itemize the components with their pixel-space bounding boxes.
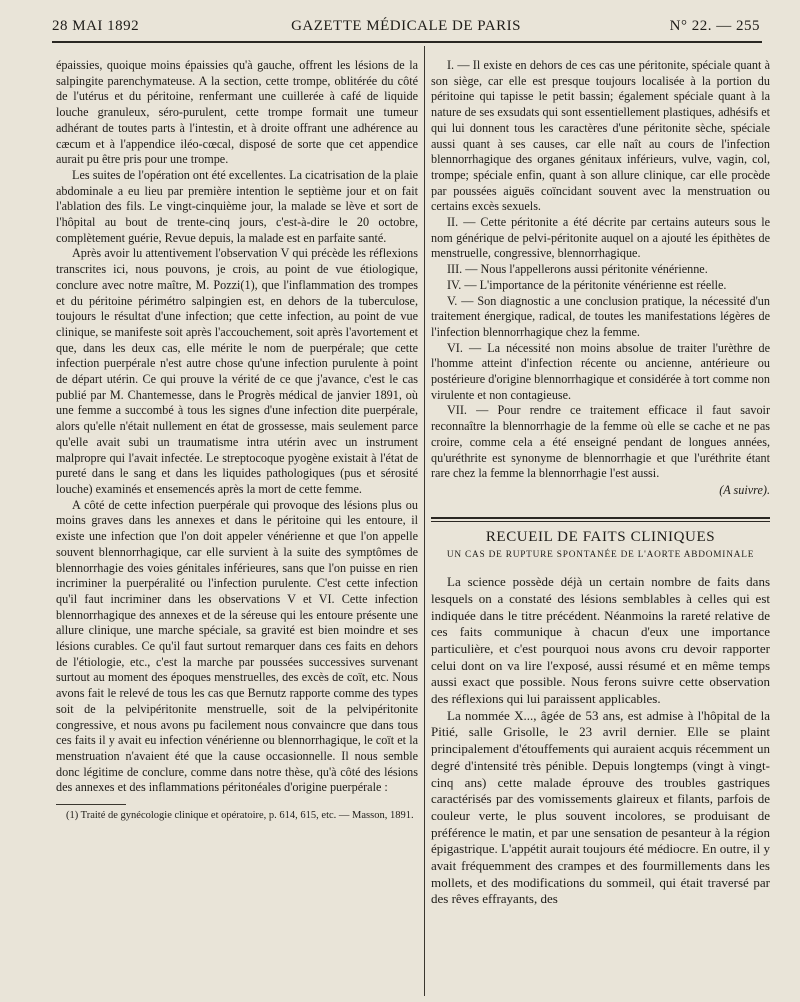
paragraph: Les suites de l'opération ont été excellentes. La cicatrisation de la plaie abdominale a eu lieu par première intention le septième jour et on fait l'ablation des fils. Le vingt-cinquième jour, la malade se lève et sort de l'hôpital au bout de trente-cinq jours, c'est-à-dire le 20 octobre, complètement guérie, Revue depuis, la malade est en parfaite santé. [56, 167, 418, 245]
footnote-rule [56, 804, 126, 805]
section-rule-thin [431, 521, 770, 522]
conclusion-item: III. — Nous l'appellerons aussi péritonite vénérienne. [447, 262, 708, 277]
conclusion-item: VII. — Pour rendre ce traitement efficace il faut savoir reconnaître la blennorrhagie de la femme où elle se cache et ne pas croire, comme cela a été enseigné pendant de longues années, qu'uréthrite est synonyme de blennorrhagie et que l'uréthrite étant rare chez la femme la blennorrhagie l'est aussi. [431, 403, 770, 481]
column-divider [424, 46, 425, 996]
footnote: (1) Traité de gynécologie clinique et opératoire, p. 614, 615, etc. — Masson, 1891. [66, 810, 414, 822]
header-rule [52, 41, 762, 43]
right-column [431, 58, 770, 908]
to-be-continued: (A suivre). [719, 482, 770, 497]
paragraph: La nommée X..., âgée de 53 ans, est admise à l'hôpital de la Pitié, salle Grisolle, le 23 avril dernier. Elle se plaint principalement d'étouffements qui auraient acquis récemment un degré d'intensité très pénible. Depuis longtemps (vingt à vingt-cinq ans) cette malade éprouve des troubles gastriques caractérisés par des vomissements glaireux et filants, parfois de couleur verte, le plus souvent incolores, se produisant de préférence le matin, et par une sensation de pesanteur à la région épigastrique. L'appétit aurait toujours été médiocre. En outre, il y avait fréquemment des crampes et des fourmillements dans les mollets, et des modifications du sommeil, qui était traversé par des rêves effrayants, des [431, 707, 770, 907]
paragraph: La science possède déjà un certain nombre de faits dans lesquels on a constaté des lésions semblables à celles qui est indiquée dans le titre précédent. Néanmoins la rareté relative de ces faits communique à chacun d'eux une importance particulière, et c'est pourquoi nous avons cru devoir rapporter celui dont on va lire l'exposé, aussi résumé et en même temps aussi exact que possible. Nous ferons suivre cette observation des réflexions qui lui paraissent applicables. [431, 574, 770, 707]
section-rule [431, 517, 770, 519]
left-column [56, 58, 418, 822]
conclusion-item: I. — Il existe en dehors de ces cas une péritonite, spéciale quant à son siège, car elle est presque toujours localisée à la portion du péritoine qui tapisse le petit bassin; également spéciale quant à la nature de ses exsudats qui sont essentiellement plastiques, adhésifs et qui lui donnent tous les caractères d'une péritonite sèche, spéciale aussi quant à ses causes, car elle naît au cours de l'infection blennorrhagique des organes génitaux inférieurs, vulve, vagin, col, trompe; spéciale enfin, quant à son allure clinique, car elle procède par poussées aiguës coïncidant souvent avec la menstruation ou certains excès sexuels. [431, 58, 770, 214]
conclusion-item: VI. — La nécessité non moins absolue de traiter l'urèthre de l'homme atteint d'infection récente ou ancienne, antérieure ou postérieure d'origine blennorrhagique et considérée à tort comme non virulente et non contagieuse. [431, 340, 770, 402]
conclusion-item: II. — Cette péritonite a été décrite par certains auteurs sous le nom générique de pelvi-péritonite auquel on a ajouté les épithètes de menstruelle, congressive, blennorrhagique. [431, 215, 770, 261]
section-title: RECUEIL DE FAITS CLINIQUES [485, 528, 716, 545]
page-header [52, 14, 760, 42]
paragraph: Après avoir lu attentivement l'observation V qui précède les réflexions transcrites ici, nous pouvons, je crois, au point de vue étiologique, conclure avec notre maître, M. Pozzi(1), que l'inflammation des trompes et du péritoine périmétro salpingien est, en dehors de la tuberculose, toujours le résultat d'une infection; que cette infection, au point de vue clinique, se manifeste soit après l'accouchement, soit après l'avortement et que, dans les deux cas, elle mérite le nom de puerpérale; que cette infection puerpérale n'est autre chose qu'une infection purulente à point de départ utérin. Ce qui prouve la vérité de ce que j'avance, c'est le cas publié par M. Chantemesse, dans le Progrès médical de janvier 1891, où une femme a succombé à tous les signes d'une infection dite puerpérale, alors qu'elle n'était nullement en état de grossesse, mais seulement parce qu'elle avait subi un traumatisme intra utérin avec un instrument malpropre qui l'avait infectée. Le streptocoque pyogène existait à l'état de pureté dans le sang et dans les liquides pathologiques (pus et sérosité louche) examinés et ensemencés après la mort de cette femme. [56, 246, 418, 496]
paragraph: A côté de cette infection puerpérale qui provoque des lésions plus ou moins graves dans les annexes et dans le péritoine qui les entoure, il existe une infection que l'on doit appeler vénérienne et que l'on appelle souvent blennorrhagique, car elle survient à la suite des symptômes de blennorrhagie des voies génitales inférieures, sans que l'on puisse en rien incriminer la puerpéralité ou l'infection purulente. C'est cette infection qu'il faut incriminer dans les observations V et VI. Cette infection blennorrhagique des annexes et de la séreuse qui les entoure présente une allure clinique, une marche spéciale, sa gravité est bien moindre et ses lésions curables. Ce qu'il faut surtout remarquer dans ces faits en dehors de l'étiologie, etc., c'est la marche par poussées successives survenant surtout au moment des époques menstruelles, des excès de coït, etc. Nous avons fait le relevé de tous les cas que Bernutz rapporte comme des types soit de la pelvipéritonite menstruelle, soit de la pelvipéritonite congressive, et nous avons pu facilement nous convaincre que dans tous ces faits il y avait eu infection vénérienne ou blennorrhagique, le coït et la menstruation n'avaient été que la cause occasionnelle. Il nous semble donc légitime de conclure, comme dans notre thèse, qu'à côté des lésions des annexes et des inflammations péritonéales d'origine puerpérale : [56, 497, 418, 795]
conclusion-item: V. — Son diagnostic a une conclusion pratique, la nécessité d'un traitement énergique, radical, de toutes les manifestations légères de l'infection blennorrhagique chez la femme. [431, 293, 770, 339]
conclusion-item: IV. — L'importance de la péritonite vénérienne est réelle. [447, 277, 727, 292]
paragraph: épaissies, quoique moins épaissies qu'à gauche, offrent les lésions de la salpingite parenchymateuse. A la section, cette trompe, oblitérée du côté de l'utérus et du péritoine, renfermant une cuillerée à café de liquide louche granuleux, séro-purulent, cette trompe formait une tumeur adhérant de toutes parts à l'intestin, et à droite offrant une adhérence au cæcum et à l'appendice iléo-cœcal, disposé de sorte que cet appendice aurait pu être pris pour une trompe. [56, 58, 418, 167]
section-subtitle: UN CAS DE RUPTURE SPONTANÉE DE L'AORTE ABDOMINALE [446, 550, 755, 561]
header-title: GAZETTE MÉDICALE DE PARIS [291, 18, 521, 34]
header-issue-number: N° 22. — 255 [669, 18, 760, 34]
header-date: 28 MAI 1892 [52, 18, 140, 34]
